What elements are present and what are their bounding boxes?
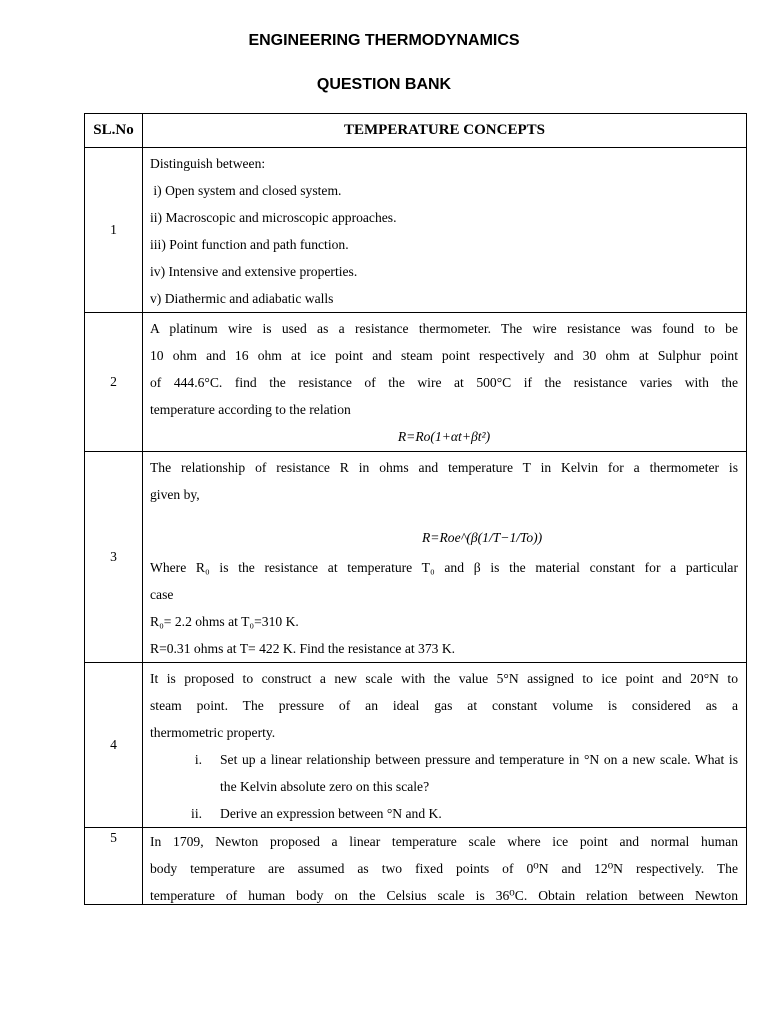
text-line: In 1709, Newton proposed a linear temperature scale where ice point and normal human: [150, 834, 738, 849]
text-line: It is proposed to construct a new scale with the value 5°N assigned to ice point and 20°N to: [150, 671, 738, 686]
table-header-row: [85, 114, 747, 148]
question-text: [143, 663, 747, 828]
question-number: 3: [85, 452, 143, 663]
text-line: Where R₀ is the resistance at temperature T₀ and β is the material constant for a particular: [150, 560, 738, 575]
question-text: [143, 313, 747, 452]
text-line: A platinum wire is used as a resistance thermometer. The wire resistance was found to be: [150, 321, 738, 336]
question-number: 1: [85, 148, 143, 313]
text-line: R=0.31 ohms at T= 422 K. Find the resistance at 373 K.: [150, 641, 456, 656]
exponential-equation: [150, 508, 738, 554]
column-header-slno: SL.No: [85, 114, 143, 148]
resistance-equation: R=Ro(1+αt+βt²): [397, 429, 491, 444]
question-number: 2: [85, 313, 143, 452]
table-row: [85, 313, 747, 452]
text-clip: [150, 828, 738, 904]
list-item-text: Set up a linear relationship between pressure and temperature in °N on a new scale. What is the Kelvin absolute zero on this scale?: [220, 752, 738, 794]
text-line: thermometric property.: [150, 725, 276, 740]
text-line: body temperature are assumed as two fixed points of 0⁰N and 12⁰N respectively. The: [150, 861, 738, 876]
text-line: The relationship of resistance R in ohms and temperature T in Kelvin for a thermometer is: [150, 460, 738, 475]
document-title: ENGINEERING THERMODYNAMICS: [248, 32, 520, 49]
list-marker: ii.: [191, 806, 202, 821]
document-subtitle: QUESTION BANK: [316, 76, 452, 93]
text-line: Distinguish between:: [150, 156, 266, 171]
table-row: [85, 452, 747, 663]
list-item-text: Derive an expression between °N and K.: [220, 806, 442, 821]
text-line: iii) Point function and path function.: [150, 237, 349, 252]
table-row: [85, 148, 747, 313]
question-text: [143, 148, 747, 313]
text-line: iv) Intensive and extensive properties.: [150, 264, 358, 279]
list-marker: i.: [194, 752, 202, 767]
text-line: 10 ohm and 16 ohm at ice point and steam point respectively and 30 ohm at Sulphur point: [150, 348, 738, 363]
question-number: 5: [85, 828, 143, 905]
text-line: given by,: [150, 487, 200, 502]
text-line: temperature of human body on the Celsius scale is 36⁰C. Obtain relation between Newton: [150, 888, 738, 903]
table-row: [85, 828, 747, 905]
list-item: [150, 800, 738, 827]
equation-text: R=Roe^(β(1/T−1/To)): [422, 530, 543, 545]
text-line: v) Diathermic and adiabatic walls: [150, 291, 334, 306]
question-text: [143, 452, 747, 663]
text-line: i) Open system and closed system.: [150, 183, 342, 198]
text-line: R₀= 2.2 ohms at T₀=310 K.: [150, 614, 299, 629]
text-line: case: [150, 587, 174, 602]
question-text: [143, 828, 747, 905]
list-item: [150, 746, 738, 800]
text-line: steam point. The pressure of an ideal gas at constant volume is considered as a: [150, 698, 738, 713]
text-line: temperature according to the relation: [150, 402, 351, 417]
column-header-topic: TEMPERATURE CONCEPTS: [143, 114, 747, 148]
question-table: [84, 113, 747, 905]
text-line: of 444.6°C. find the resistance of the wire at 500°C if the resistance varies with the: [150, 375, 738, 390]
question-number: 4: [85, 663, 143, 828]
text-line: ii) Macroscopic and microscopic approaches.: [150, 210, 397, 225]
table-row: [85, 663, 747, 828]
